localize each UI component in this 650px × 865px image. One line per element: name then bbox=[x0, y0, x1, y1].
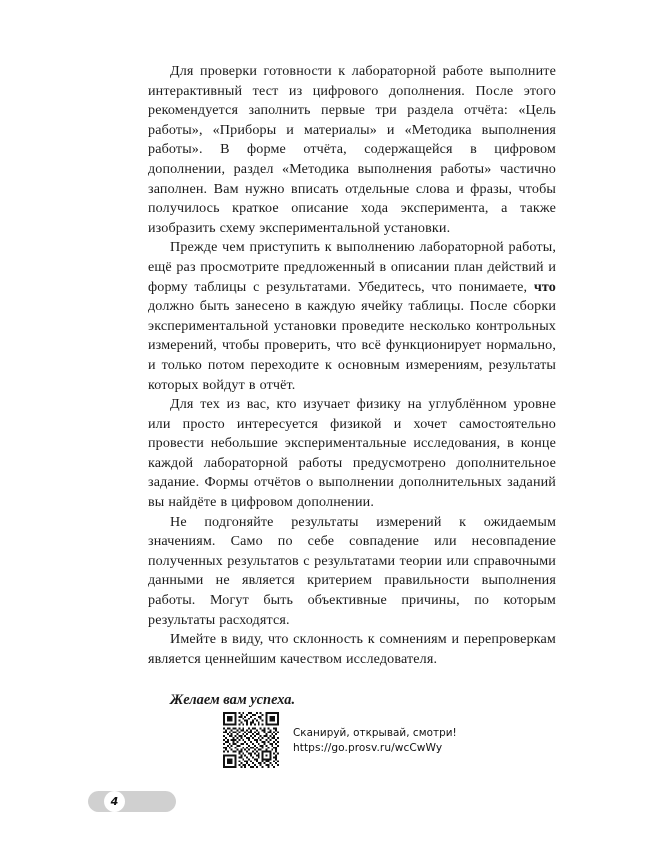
body-text-column bbox=[148, 62, 556, 711]
paragraph-1: Для проверки готовности к лабораторной работе выполните интерактивный тест из цифрового дополнения. После этого рекомендуется заполнить первые три раздела отчёта: «Цель работы», «Приборы и материалы» и «Методика выполнения работы». В форме отчёта, содержащейся в цифровом дополнении, раздел «Методика выполнения работы» частично заполнен. Вам нужно вписать отдельные слова и фразы, чтобы получилось краткое описание хода эксперимента, а также изобразить схему экспериментальной установки. bbox=[148, 63, 556, 236]
qr-caption bbox=[293, 724, 457, 756]
paragraph-5: Имейте в виду, что склонность к сомнениям и перепроверкам является ценнейшим качеством исследователя. bbox=[148, 631, 556, 667]
qr-promo-block bbox=[223, 712, 457, 768]
paragraph-4: Не подгоняйте результаты измерений к ожидаемым значениям. Само по себе совпадение или несовпадение полученных результатов с результатами теории или справочными данными не является критерием правильности выполнения работы. Могут быть объективные причины, по которым результаты расходятся. bbox=[148, 513, 556, 628]
emphasis-word: что bbox=[533, 278, 556, 295]
paragraph-2: Прежде чем приступить к выполнению лабораторной работы, ещё раз просмотрите предложенный в описании план действий и форму таблицы с результатами. Убедитесь, что понимаете, что должно быть занесено в каждую ячейку таблицы. После сборки экспериментальной установки проведите несколько контрольных измерений, чтобы проверить, что всё функционирует нормально, и только потом переходите к основным измерениям, результаты которых войдут в отчёт. bbox=[148, 239, 556, 393]
qr-caption-line-1: Сканируй, открывай, смотри! bbox=[293, 727, 457, 739]
page-number-disc bbox=[104, 791, 125, 812]
page-number-badge bbox=[88, 791, 176, 812]
closing-line: Желаем вам успеха. bbox=[170, 692, 296, 709]
qr-code-icon[interactable] bbox=[223, 712, 279, 768]
page-number-value: 4 bbox=[110, 795, 119, 808]
paragraph-3: Для тех из вас, кто изучает физику на углублённом уровне или просто интересуется физикой и хочет самостоятельно провести небольшие экспериментальные исследования, в конце каждой лабораторной работы предусмотрено дополнительное задание. Формы отчётов о выполнении дополнительных заданий вы найдёте в цифровом дополнении. bbox=[148, 396, 556, 511]
qr-caption-url[interactable]: https://go.prosv.ru/wcCwWy bbox=[293, 742, 443, 754]
